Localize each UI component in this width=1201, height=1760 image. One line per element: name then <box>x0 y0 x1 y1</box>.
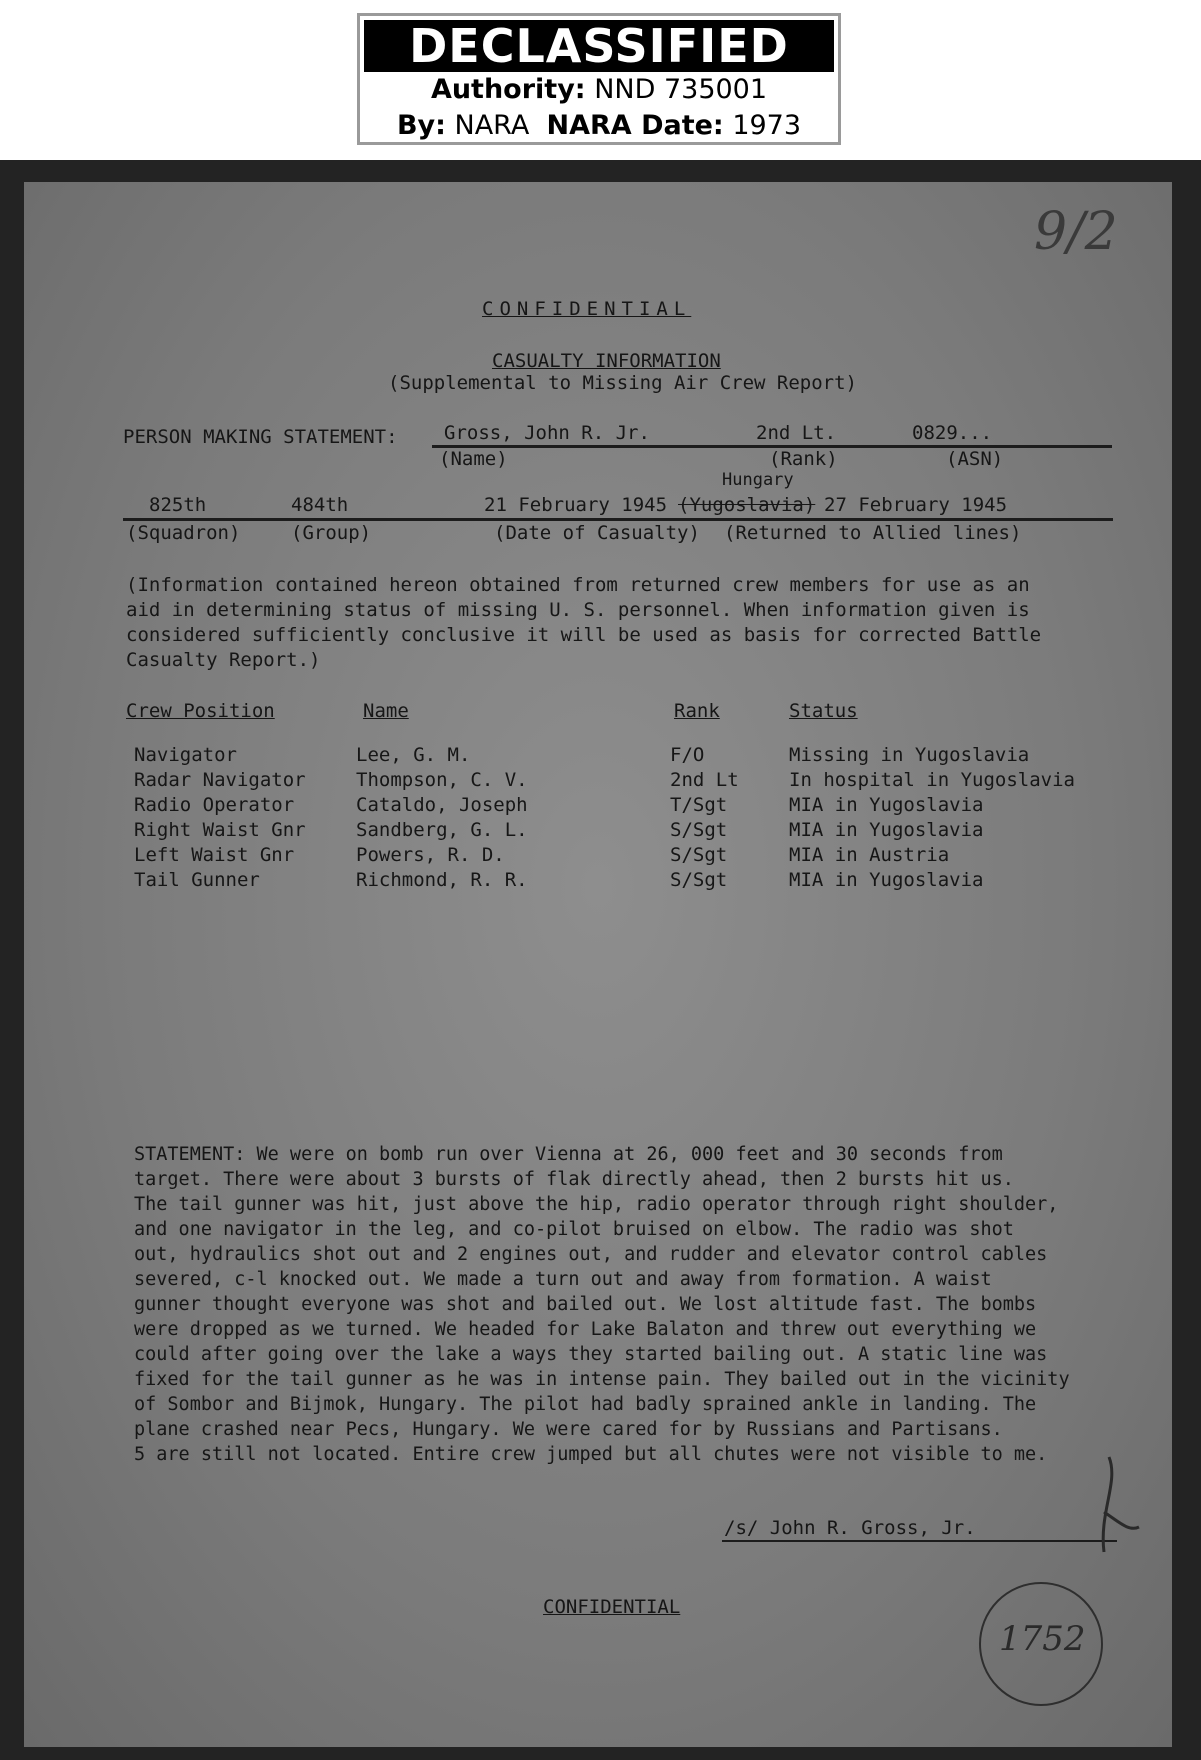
header-name: Name <box>363 700 409 722</box>
person-name: Gross, John R. Jr. <box>444 422 650 444</box>
crew-rank: S/Sgt <box>670 819 728 841</box>
statement-line: severed, c-l knocked out. We made a turn out and away from formation. A waist <box>134 1269 992 1290</box>
crew-name: Richmond, R. R. <box>356 869 528 891</box>
statement-line: target. There were about 3 bursts of flak directly ahead, then 2 bursts hit us. <box>134 1169 1014 1190</box>
authority-label: Authority: <box>430 74 586 105</box>
label-name: (Name) <box>439 448 508 470</box>
statement-line: and one navigator in the leg, and co-pilot bruised on elbow. The radio was shot <box>134 1219 1014 1240</box>
circled-number-text: 1752 <box>999 1619 1086 1659</box>
statement-line: could after going over the lake a ways they started bailing out. A static line was <box>134 1344 1048 1365</box>
label-group: (Group) <box>291 522 372 544</box>
crew-row <box>134 819 1134 843</box>
struck-location: (Yugoslavia) <box>678 494 816 516</box>
info-line: (Information contained hereon obtained from returned crew members for use as an <box>126 574 1030 596</box>
statement-line: fixed for the tail gunner as he was in intense pain. They bailed out in the vicinity <box>134 1369 1070 1390</box>
info-line: aid in determining status of missing U. S. personnel. When information given is <box>126 599 1030 621</box>
crew-status: Missing in Yugoslavia <box>789 744 1030 766</box>
crew-status: MIA in Yugoslavia <box>789 794 984 816</box>
crew-rank: S/Sgt <box>670 844 728 866</box>
confidential-footer: CONFIDENTIAL <box>543 1596 681 1618</box>
nara-date-label: NARA Date: <box>546 110 724 141</box>
statement-line: STATEMENT: We were on bomb run over Vienna at 26, 000 feet and 30 seconds from <box>134 1144 1003 1165</box>
confidential-header: CONFIDENTIAL <box>482 298 692 320</box>
nara-date-value: 1973 <box>732 110 802 141</box>
crew-status: MIA in Yugoslavia <box>789 869 984 891</box>
document-title: CASUALTY INFORMATION <box>492 350 721 372</box>
statement-line: were dropped as we turned. We headed for Lake Balaton and threw out everything we <box>134 1319 1037 1340</box>
statement-line: 5 are still not located. Entire crew jumped but all chutes were not visible to me. <box>134 1444 1048 1465</box>
document-subtitle: (Supplemental to Missing Air Crew Report) <box>388 372 857 394</box>
hungary-insert: Hungary <box>722 470 794 490</box>
stamp-by <box>360 108 838 144</box>
stamp-heading: DECLASSIFIED <box>364 20 834 72</box>
crew-row <box>134 869 1134 893</box>
crew-row <box>134 744 1134 768</box>
crew-position: Tail Gunner <box>134 869 260 891</box>
signature-text: /s/ John R. Gross, Jr. <box>724 1517 976 1539</box>
crew-rank: 2nd Lt <box>670 769 739 791</box>
statement-line: of Sombor and Bijmok, Hungary. The pilot had badly sprained ankle in landing. The <box>134 1394 1037 1415</box>
crew-position: Navigator <box>134 744 237 766</box>
header-status: Status <box>789 700 858 722</box>
statement-line: gunner thought everyone was shot and bailed out. We lost altitude fast. The bombs <box>134 1294 1037 1315</box>
dates-underline <box>123 518 1113 521</box>
scanned-document <box>0 160 1201 1760</box>
statement-block <box>134 1142 1144 1467</box>
person-rank: 2nd Lt. <box>756 422 837 444</box>
crew-row <box>134 844 1134 868</box>
crew-position: Left Waist Gnr <box>134 844 295 866</box>
crew-position: Radio Operator <box>134 794 295 816</box>
header-rank: Rank <box>674 700 720 722</box>
crew-rank: S/Sgt <box>670 869 728 891</box>
crew-name: Sandberg, G. L. <box>356 819 528 841</box>
info-line: Casualty Report.) <box>126 649 321 671</box>
circled-number <box>979 1582 1103 1706</box>
document-paper <box>24 182 1172 1747</box>
crew-status: MIA in Austria <box>789 844 950 866</box>
squadron-value: 825th <box>149 494 207 516</box>
person-serial: 0829... <box>912 422 993 444</box>
header-crew-position: Crew Position <box>126 700 275 722</box>
crew-status: MIA in Yugoslavia <box>789 819 984 841</box>
crew-name: Cataldo, Joseph <box>356 794 528 816</box>
signature-flourish <box>1089 1452 1149 1562</box>
stamp-authority <box>360 72 838 108</box>
crew-rank: F/O <box>670 744 705 766</box>
crew-name: Powers, R. D. <box>356 844 505 866</box>
label-asn: (ASN) <box>946 448 1004 470</box>
by-label: By: <box>396 110 446 141</box>
page-mark: 9/2 <box>1034 202 1118 262</box>
crew-name: Lee, G. M. <box>356 744 471 766</box>
label-rank: (Rank) <box>769 448 838 470</box>
crew-position: Radar Navigator <box>134 769 306 791</box>
crew-row <box>134 769 1134 793</box>
by-value: NARA <box>454 110 530 141</box>
crew-position: Right Waist Gnr <box>134 819 306 841</box>
person-label: PERSON MAKING STATEMENT: <box>123 426 398 448</box>
statement-line: out, hydraulics shot out and 2 engines out, and rudder and elevator control cables <box>134 1244 1048 1265</box>
label-returned: (Returned to Allied lines) <box>724 522 1022 544</box>
crew-row <box>134 794 1134 818</box>
date-of-casualty: 21 February 1945 <box>484 494 668 516</box>
authority-value: NND 735001 <box>594 74 768 105</box>
label-squadron: (Squadron) <box>126 522 241 544</box>
statement-line: plane crashed near Pecs, Hungary. We were cared for by Russians and Partisans. <box>134 1419 1003 1440</box>
crew-status: In hospital in Yugoslavia <box>789 769 1075 791</box>
crew-rank: T/Sgt <box>670 794 728 816</box>
crew-name: Thompson, C. V. <box>356 769 528 791</box>
signature-underline <box>722 1540 1117 1542</box>
info-line: considered sufficiently conclusive it will be used as basis for corrected Battle <box>126 624 1042 646</box>
group-value: 484th <box>291 494 349 516</box>
date-returned: 27 February 1945 <box>824 494 1008 516</box>
statement-line: The tail gunner was hit, just above the hip, radio operator through right shoulder, <box>134 1194 1059 1215</box>
declassified-stamp <box>357 13 841 145</box>
label-date-casualty: (Date of Casualty) <box>494 522 700 544</box>
